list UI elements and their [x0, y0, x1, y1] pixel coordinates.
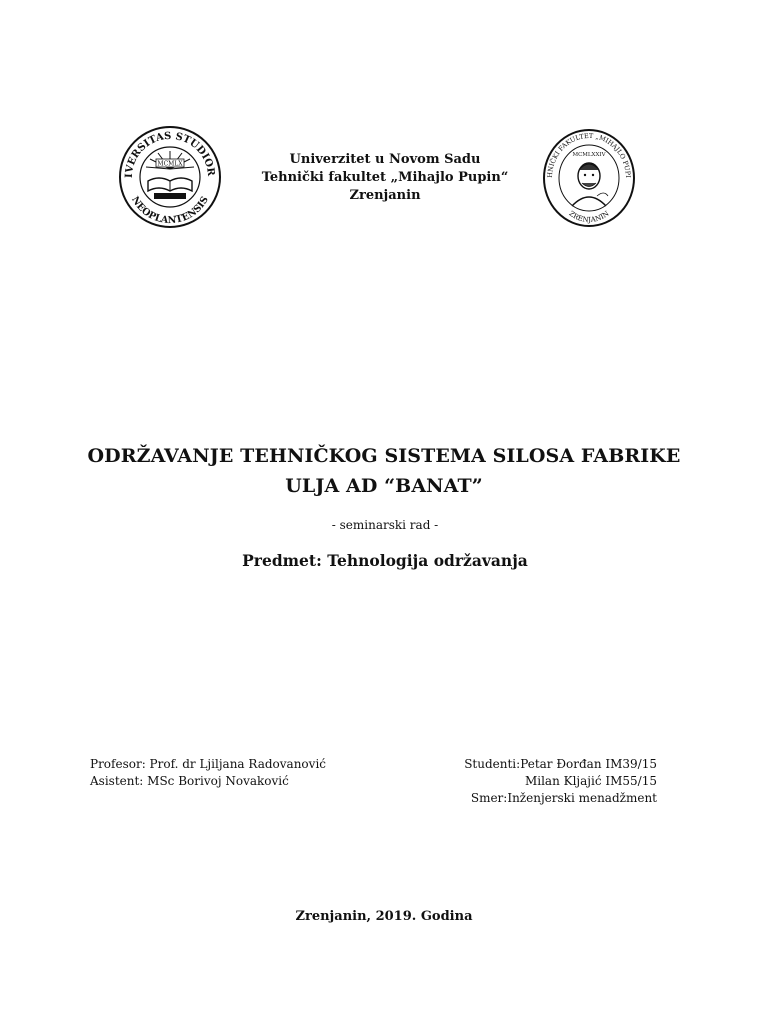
title-line-1: ODRŽAVANJE TEHNIČKOG SISTEMA SILOSA FABRIKE [87, 445, 681, 467]
student-1: Studenti:Petar Đorđan IM39/15 [464, 757, 657, 771]
svg-text:MCMLX: MCMLX [157, 160, 183, 168]
svg-text:TEHNIČKI FAKULTET „MIHAJLO PUP: HNIČKI FAKULTET „MIHAJLO PUPI [545, 131, 633, 179]
svg-text:NEOPLANTENSIS: NEOPLANTENSIS [129, 194, 211, 227]
document-title [60, 441, 708, 501]
student-info [464, 756, 657, 807]
study-major: Smer:Inženjerski menadžment [470, 791, 657, 805]
student-2: Milan Kljajić IM55/15 [524, 774, 657, 788]
assistant-name: Asistent: MSc Borivoj Novaković [90, 774, 289, 788]
faculty-seal-icon [542, 128, 636, 228]
subject-line: Predmet: Tehnologija održavanja [242, 551, 528, 570]
svg-text:MCMLXXIV: MCMLXXIV [572, 152, 606, 158]
svg-text:UNIVERSITAS STUDIORUM: IVERSITAS STUDIOR [123, 130, 217, 179]
place-and-year: Zrenjanin, 2019. Godina [295, 909, 473, 924]
svg-text:ZRENJANIN: ZRENJANIN [567, 209, 611, 225]
faculty-name: Tehnički fakultet „Mihajlo Pupin“ [261, 170, 509, 185]
institution-header [240, 151, 530, 205]
university-name: Univerzitet u Novom Sadu [289, 152, 481, 167]
professor-name: Profesor: Prof. dr Ljiljana Radovanović [90, 757, 326, 771]
document-type: - seminarski rad - [331, 518, 439, 532]
title-line-2: ULJA AD “BANAT” [285, 475, 483, 497]
staff-info [90, 756, 326, 790]
university-seal-icon [116, 125, 224, 229]
city-name: Zrenjanin [349, 188, 421, 203]
